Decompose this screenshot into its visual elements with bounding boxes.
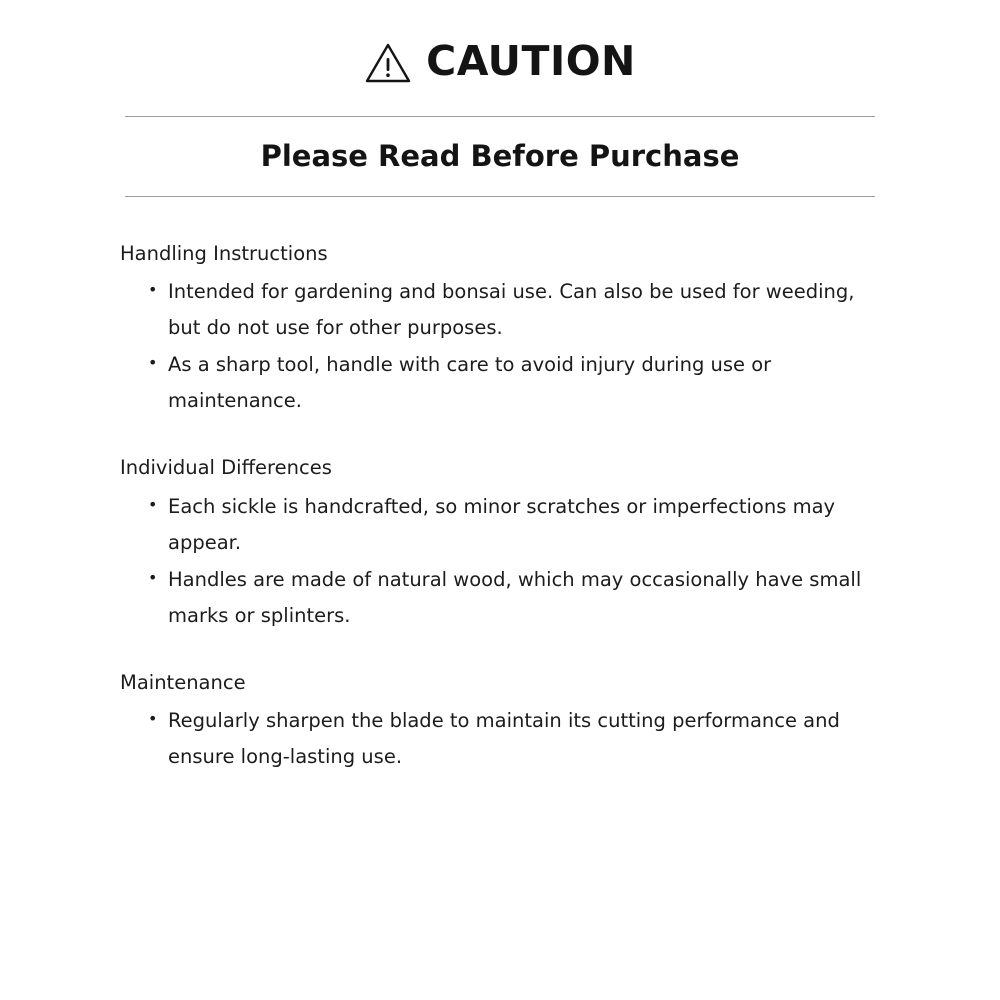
document-header xyxy=(0,0,1000,92)
list-item: • Regularly sharpen the blade to maintain its cutting performance and ensure long-lasting use. xyxy=(148,703,880,775)
page-title: CAUTION xyxy=(426,36,636,85)
list-item: • Each sickle is handcrafted, so minor scratches or imperfections may appear. xyxy=(148,489,880,561)
list-item: • Handles are made of natural wood, which may occasionally have small marks or splinters. xyxy=(148,562,880,634)
section-handling-instructions xyxy=(120,239,880,420)
section-bullet-list xyxy=(120,703,880,775)
section-bullet-list xyxy=(120,489,880,634)
section-bullet-list xyxy=(120,274,880,419)
content-body xyxy=(120,197,880,775)
list-item: • Intended for gardening and bonsai use. Can also be used for weeding, but do not use for other purposes. xyxy=(148,274,880,346)
list-item: • As a sharp tool, handle with care to avoid injury during use or maintenance. xyxy=(148,347,880,419)
section-individual-differences xyxy=(120,453,880,634)
warning-triangle-icon xyxy=(364,37,412,85)
section-heading: Maintenance xyxy=(120,670,246,694)
section-maintenance xyxy=(120,668,880,775)
section-heading: Individual Differences xyxy=(120,456,332,480)
section-heading: Handling Instructions xyxy=(120,241,328,265)
page-subtitle: Please Read Before Purchase xyxy=(260,139,740,173)
